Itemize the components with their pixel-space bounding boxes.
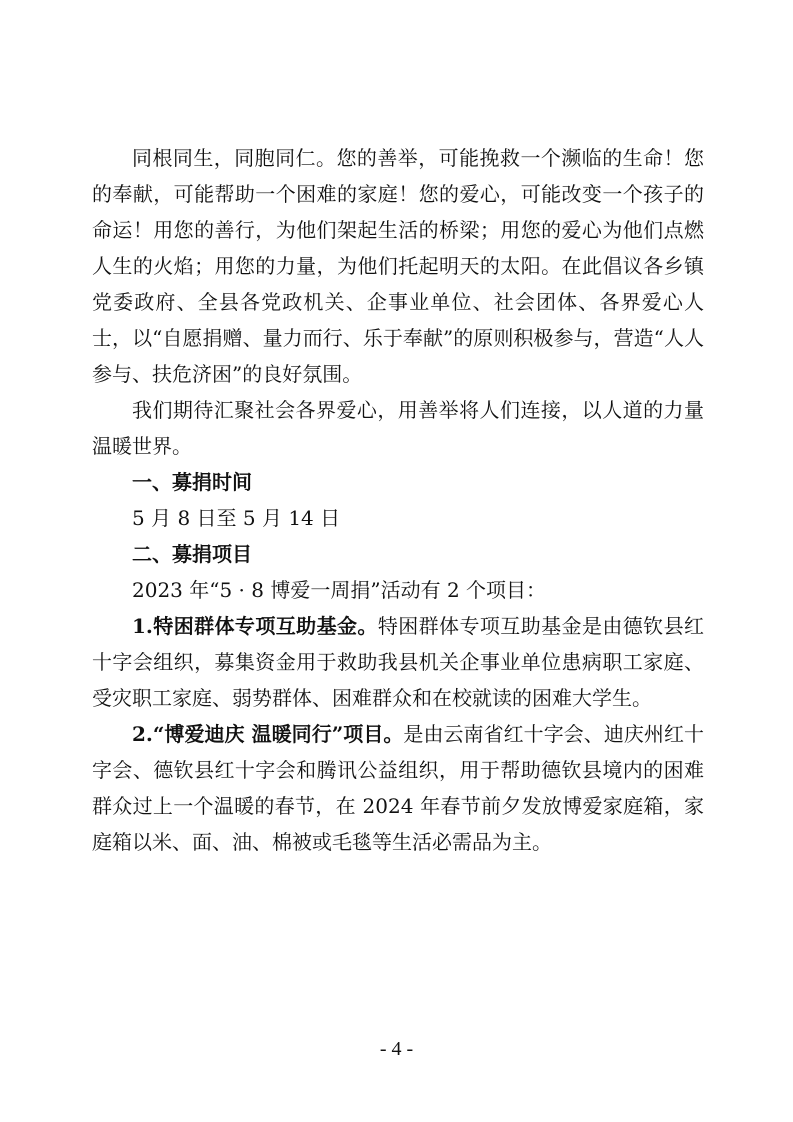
donation-date-range: 5 月 8 日至 5 月 14 日: [132, 506, 341, 530]
project-item-1-title: 1.特困群体专项互助基金。: [132, 614, 378, 638]
project-item-1-text: 特困群体专项互助基金是由德钦县红十字会组织，募集资金用于救助我县机关企事业单位患病职工家庭、受灾职工家庭、弱势群体、困难群众和在校就读的困难大学生。: [92, 614, 704, 710]
project-item-2-title: 2.“博爱迪庆 温暖同行”项目。: [132, 722, 404, 746]
paragraph-expectation: 我们期待汇聚社会各界爱心，用善举将人们连接，以人道的力量温暖世界。: [92, 398, 704, 458]
project-item-1: [92, 608, 704, 716]
section-heading-projects: 二、募捐项目: [132, 542, 252, 566]
document-body: [92, 140, 704, 860]
project-item-2: [92, 716, 704, 860]
paragraph-appeal: 同根同生，同胞同仁。您的善举，可能挽救一个濒临的生命！您的奉献，可能帮助一个困难的家庭！您的爱心，可能改变一个孩子的命运！用您的善行，为他们架起生活的桥梁；用您的爱心为他们点燃人生的火焰；用您的力量，为他们托起明天的太阳。在此倡议各乡镇党委政府、全县各党政机关、企事业单位、社会团体、各界爱心人士，以“自愿捐赠、量力而行、乐于奉献”的原则积极参与，营造“人人参与、扶危济困”的良好氛围。: [92, 146, 704, 386]
page-number: - 4 -: [379, 1038, 414, 1060]
projects-intro: 2023 年“5 · 8 博爱一周捐”活动有 2 个项目：: [132, 578, 547, 602]
project-item-2-text: 是由云南省红十字会、迪庆州红十字会、德钦县红十字会和腾讯公益组织，用于帮助德钦县境内的困难群众过上一个温暖的春节，在 2024 年春节前夕发放博爱家庭箱，家庭箱以米、面、油、棉被或毛毯等生活必需品为主。: [92, 722, 704, 854]
section-heading-time: 一、募捐时间: [132, 470, 252, 494]
